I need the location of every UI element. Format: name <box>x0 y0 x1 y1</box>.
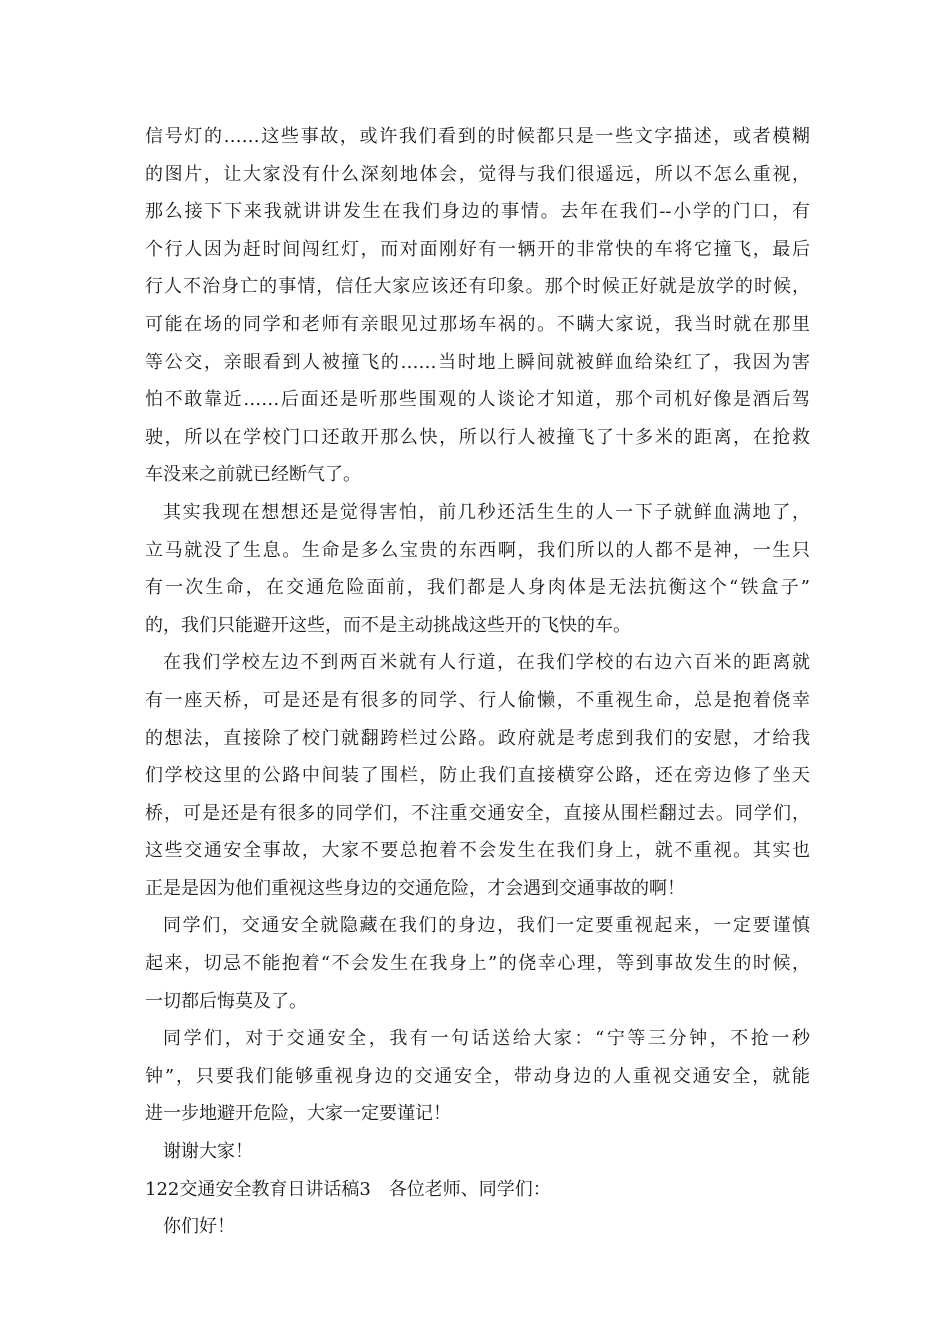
text-line: 在我们学校左边不到两百米就有人行道，在我们学校的右边六百米的距离就 <box>163 652 810 674</box>
text-line: 们学校这里的公路中间装了围栏，防止我们直接横穿公路，还在旁边修了坐天 <box>145 765 810 787</box>
text-line: 的想法，直接除了校门就翻跨栏过公路。政府就是考虑到我们的安慰，才给我 <box>145 727 810 749</box>
text-line: 行人不治身亡的事情，信任大家应该还有印象。那个时候正好就是放学的时候， <box>145 276 810 298</box>
text-line: 这些交通安全事故，大家不要总抱着不会发生在我们身上，就不重视。其实也 <box>145 840 810 862</box>
text-line: 立马就没了生息。生命是多么宝贵的东西啊，我们所以的人都不是神，一生只 <box>145 539 810 561</box>
text-line: 同学们，交通安全就隐藏在我们的身边，我们一定要重视起来，一定要谨慎 <box>163 915 810 937</box>
text-line: 122交通安全教育日讲话稿3 各位老师、同学们： <box>145 1178 551 1200</box>
text-line: 起来，切忌不能抱着“不会发生在我身上”的侥幸心理，等到事故发生的时候， <box>145 953 810 975</box>
text-line: 那么接下下来我就讲讲发生在我们身边的事情。去年在我们--小学的门口，有 <box>145 201 810 223</box>
text-line: 你们好！ <box>163 1216 235 1238</box>
text-line: 进一步地避开危险，大家一定要谨记！ <box>145 1103 451 1125</box>
text-line: 怕不敢靠近……后面还是听那些围观的人谈论才知道，那个司机好像是酒后驾 <box>145 389 810 411</box>
text-line: 的，我们只能避开这些，而不是主动挑战这些开的飞快的车。 <box>145 614 631 636</box>
text-line: 可能在场的同学和老师有亲眼见过那场车祸的。不瞒大家说，我当时就在那里 <box>145 313 810 335</box>
paragraph <box>145 1208 810 1246</box>
text-line: 的图片，让大家没有什么深刻地体会，觉得与我们很遥远，所以不怎么重视， <box>145 163 810 185</box>
text-line: 个行人因为赶时间闯红灯，而对面刚好有一辆开的非常快的车将它撞飞，最后 <box>145 238 810 260</box>
text-line: 驶，所以在学校门口还敢开那么快，所以行人被撞飞了十多米的距离，在抢救 <box>145 426 810 448</box>
paragraph <box>145 1171 810 1209</box>
text-line: 有一次生命，在交通危险面前，我们都是人身肉体是无法抗衡这个“铁盒子” <box>145 577 810 599</box>
document-body <box>145 118 810 1246</box>
text-line: 一切都后悔莫及了。 <box>145 990 307 1012</box>
text-line: 谢谢大家！ <box>163 1141 253 1163</box>
text-line: 等公交，亲眼看到人被撞飞的……当时地上瞬间就被鲜血给染红了，我因为害 <box>145 351 810 373</box>
text-line: 桥，可是还是有很多的同学们，不注重交通安全，直接从围栏翻过去。同学们， <box>145 802 810 824</box>
text-line: 车没来之前就已经断气了。 <box>145 464 361 486</box>
paragraph <box>145 1133 810 1171</box>
text-line: 钟”，只要我们能够重视身边的交通安全，带动身边的人重视交通安全，就能 <box>145 1065 810 1087</box>
paragraph <box>145 118 810 494</box>
paragraph <box>145 907 810 1020</box>
paragraph <box>145 1020 810 1133</box>
text-line: 信号灯的……这些事故，或许我们看到的时候都只是一些文字描述，或者模糊 <box>145 126 810 147</box>
paragraph <box>145 644 810 907</box>
paragraph <box>145 494 810 644</box>
text-line: 正是是因为他们重视这些身边的交通危险，才会遇到交通事故的啊！ <box>145 877 685 899</box>
text-line: 同学们，对于交通安全，我有一句话送给大家：“宁等三分钟，不抢一秒 <box>163 1028 810 1050</box>
text-line: 其实我现在想想还是觉得害怕，前几秒还活生生的人一下子就鲜血满地了， <box>163 501 810 523</box>
text-line: 有一座天桥，可是还是有很多的同学、行人偷懒，不重视生命，总是抱着侥幸 <box>145 689 810 711</box>
